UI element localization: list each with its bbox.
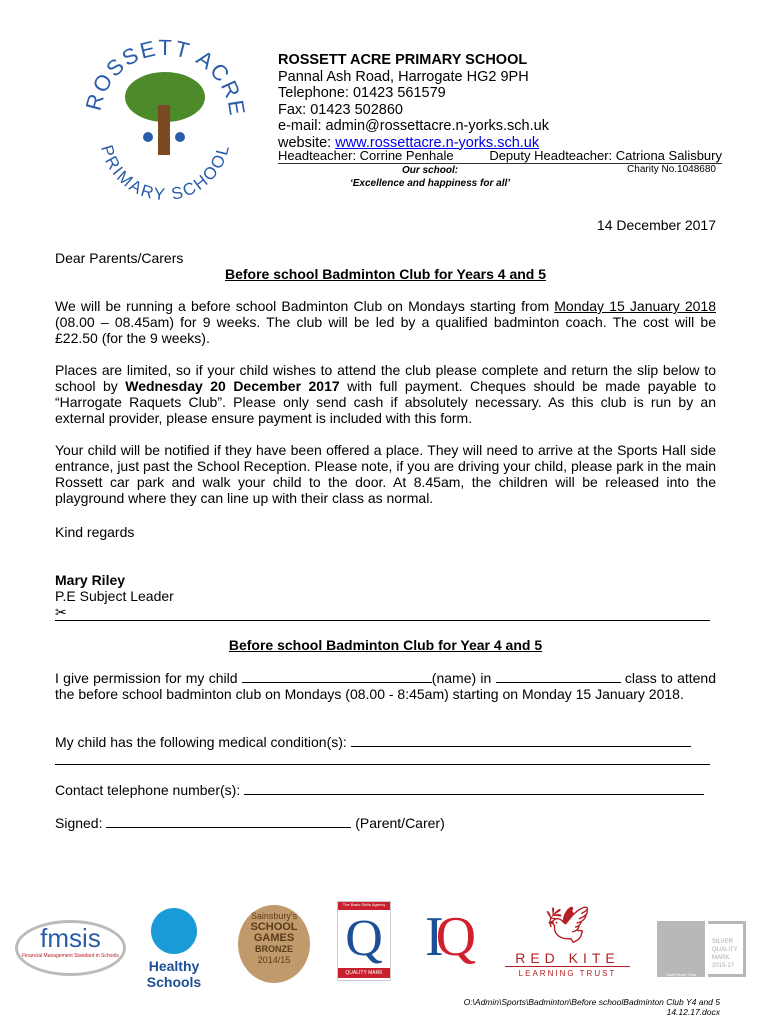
- silver-quality-mark: SILVER QUALITY MARK 2015-17: [708, 921, 746, 977]
- school-logo: [70, 25, 260, 205]
- cut-line: [55, 604, 710, 621]
- motto: [310, 164, 550, 190]
- letter-date: 14 December 2017: [596, 217, 716, 233]
- website-link[interactable]: www.rossettacre.n-yorks.sch.uk: [335, 134, 540, 151]
- fmsis-logo: fmsis Financial Management Standard in Schools: [15, 920, 126, 976]
- red-kite-logo: 🕊 RED KITE LEARNING TRUST: [505, 900, 630, 978]
- motto-label: Our school:: [401, 165, 459, 176]
- school-name: ROSSETT ACRE PRIMARY SCHOOL: [278, 52, 528, 68]
- signer-name: Mary Riley: [55, 572, 126, 588]
- iq-mark-logo: IQ: [425, 906, 469, 968]
- scissors-icon: ✂: [55, 604, 67, 620]
- telephone: Telephone: 01423 561579: [278, 85, 446, 101]
- signer-role: P.E Subject Leader: [55, 588, 174, 604]
- file-path-footer: O:\Admin\Sports\Badminton\Before schoolBadminton Club Y4 and 5 14.12.17.docx: [463, 997, 720, 1017]
- medical-field[interactable]: [351, 734, 691, 747]
- class-field[interactable]: [496, 670, 621, 683]
- basic-skills-logo: The Basic Skills Agency Q QUALITY MARK: [337, 901, 391, 981]
- permission-text: I give permission for my child (name) in class to attend the before school badminton club on Mondays (08.00 - 8:45am) starting on Monday 15 January 2018.: [55, 670, 716, 702]
- paragraph-2: Places are limited, so if your child wishes to attend the club please complete and return the slip below to school by Wednesday 20 December 2017 with full payment. Cheques should be made payable to “Harrogate Raquets Club”. Please only send cash if absolutely necessary. As this club is run by an external provider, please ensure payment is included with this form.: [55, 362, 716, 426]
- paragraph-1: We will be running a before school Badminton Club on Mondays starting from Monday 15 January 2018 (08.00 – 08.45am) for 9 weeks. The club will be led by a qualified badminton coach. The cost will be £22.50 (for the 9 weeks).: [55, 298, 716, 346]
- staff-line: [278, 148, 722, 164]
- charity-number: Charity No.1048680: [627, 164, 716, 175]
- salutation: Dear Parents/Carers: [55, 250, 184, 266]
- letter-title: Before school Badminton Club for Years 4 and 5: [224, 266, 547, 282]
- signature-field[interactable]: [106, 815, 351, 828]
- signed-row: Signed: (Parent/Carer): [55, 815, 445, 831]
- slip-title: Before school Badminton Club for Year 4 and 5: [228, 637, 543, 653]
- child-name-field[interactable]: [242, 670, 432, 683]
- address: Pannal Ash Road, Harrogate HG2 9PH: [278, 68, 529, 85]
- school-games-logo: Sainsbury's SCHOOL GAMES BRONZE 2014/15: [238, 905, 310, 983]
- youth-sport-trust-logo: Youth Sport Trust: [657, 921, 705, 977]
- motto-text: ‘Excellence and happiness for all’: [349, 178, 511, 189]
- medical-row: My child has the following medical condition(s):: [55, 734, 716, 750]
- svg-text:ROSSETT ACRE: ROSSETT ACRE: [80, 34, 251, 119]
- closing: Kind regards: [55, 524, 135, 540]
- contact-field[interactable]: [244, 782, 704, 795]
- svg-text:PRIMARY SCHOOL: PRIMARY SCHOOL: [96, 141, 234, 205]
- contact-row: Contact telephone number(s):: [55, 782, 716, 798]
- school-header: [278, 52, 549, 151]
- website-label: website:: [278, 134, 336, 151]
- headteacher: Headteacher: Corrine Penhale: [278, 148, 454, 163]
- email: e-mail: admin@rossettacre.n-yorks.sch.uk: [278, 118, 549, 134]
- paragraph-3: Your child will be notified if they have been offered a place. They will need to arrive at the Sports Hall side entrance, just past the School Reception. Please note, if you are driving your child, please park in the main Rossett car park and walk your child to the door. At 8.45am, the children will be released into the playground where they can line up with their class as normal.: [55, 442, 716, 506]
- fax: Fax: 01423 502860: [278, 101, 403, 118]
- healthy-schools-logo: Healthy Schools: [128, 908, 220, 990]
- deputy-headteacher: Deputy Headteacher: Catriona Salisbury: [489, 148, 722, 163]
- medical-field-line-2[interactable]: [55, 764, 710, 765]
